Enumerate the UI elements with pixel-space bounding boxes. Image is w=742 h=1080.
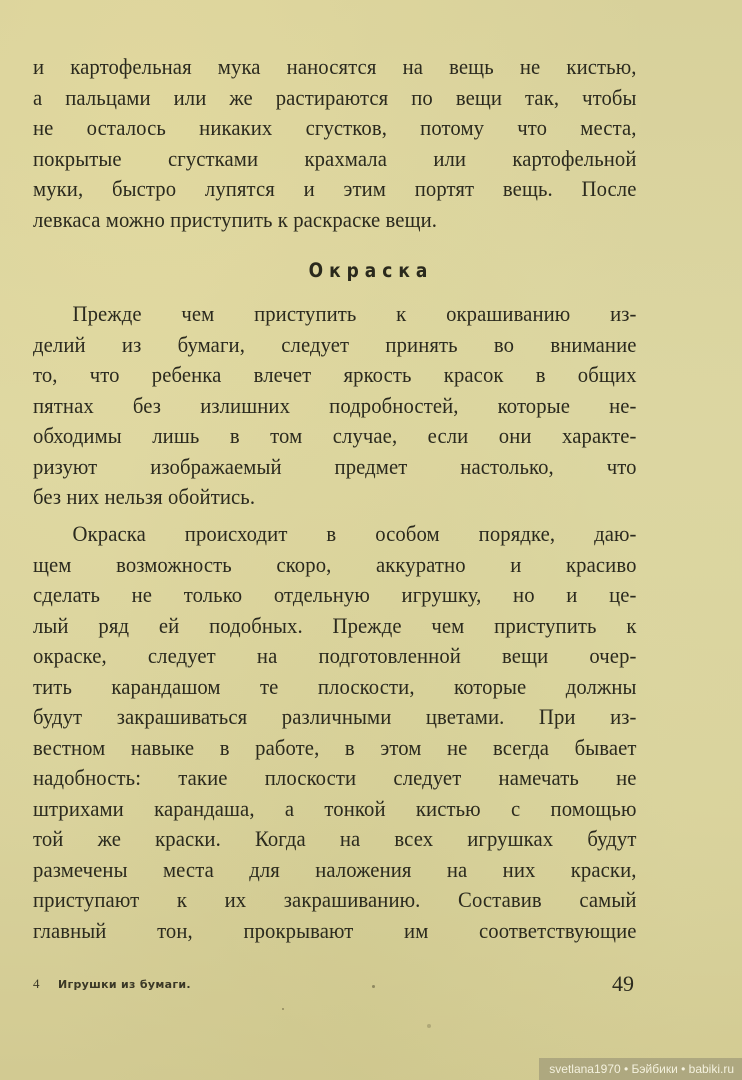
- paper-speck: [372, 985, 375, 988]
- text-line: Окраска происходит в особом порядке, даю-: [72, 521, 637, 546]
- text-line: тить карандашом те плоскости, которые должны: [33, 673, 637, 699]
- text-line: приступают к их закрашиванию. Составив самый: [33, 887, 637, 912]
- signature-number: 4: [33, 976, 40, 991]
- text-line: окраске, следует на подготовленной вещи очер-: [33, 643, 637, 668]
- text-line: вестном навыке в работе, в этом не всегда бывает: [33, 734, 637, 760]
- text-line: а пальцами или же растираются по вещи так, чтобы: [33, 84, 637, 110]
- text-line: пятнах без излишних подробностей, которые не-: [33, 392, 637, 418]
- text-line: покрытые сгустками крахмала или картофельной: [33, 145, 637, 171]
- text-line: размечены места для наложения на них краски,: [33, 856, 637, 882]
- signature-title: Игрушки из бумаги.: [57, 978, 191, 991]
- text-line: делий из бумаги, следует принять во внимание: [33, 331, 637, 357]
- text-line: сделать не только отдельную игрушку, но и це-: [33, 582, 637, 607]
- watermark: svetlana1970 • Бэйбики • babiki.ru: [539, 1058, 742, 1080]
- text-line: левкаса можно приступить к раскраске вещи.: [33, 206, 438, 232]
- printer-signature: [33, 976, 191, 992]
- text-line: и картофельная мука наносятся на вещь не кистью,: [33, 54, 637, 79]
- paragraph-intro: [33, 299, 636, 513]
- page-number: 49: [612, 971, 634, 996]
- paragraph-process: [33, 519, 636, 946]
- text-line: обходимы лишь в том случае, если они характе-: [33, 423, 637, 448]
- text-line: ризуют изображаемый предмет настолько, что: [33, 453, 637, 479]
- text-line: будут закрашиваться различными цветами. При из-: [33, 704, 637, 729]
- text-line: той же краски. Когда на всех игрушках будут: [33, 826, 637, 851]
- text-line: без них нельзя обойтись.: [33, 484, 256, 509]
- text-line: муки, быстро лупятся и этим портят вещь. После: [33, 176, 637, 201]
- text-line: штрихами карандаша, а тонкой кистью с помощью: [33, 795, 637, 821]
- text-line: Прежде чем приступить к окрашиванию из-: [72, 301, 637, 326]
- section-heading: Окраска: [308, 259, 434, 283]
- text-line: лый ряд ей подобных. Прежде чем приступить к: [33, 612, 637, 638]
- paragraph-continuation: [33, 52, 636, 235]
- text-line: главный тон, прокрывают им соответствующие: [33, 917, 637, 943]
- text-line: надобность: такие плоскости следует намечать не: [33, 765, 637, 790]
- paper-speck: [282, 1008, 284, 1010]
- paper-speck: [427, 1024, 431, 1028]
- text-line: то, что ребенка влечет яркость красок в общих: [33, 362, 637, 387]
- text-line: щем возможность скоро, аккуратно и красиво: [33, 551, 637, 577]
- text-line: не осталось никаких сгустков, потому что места,: [33, 115, 637, 140]
